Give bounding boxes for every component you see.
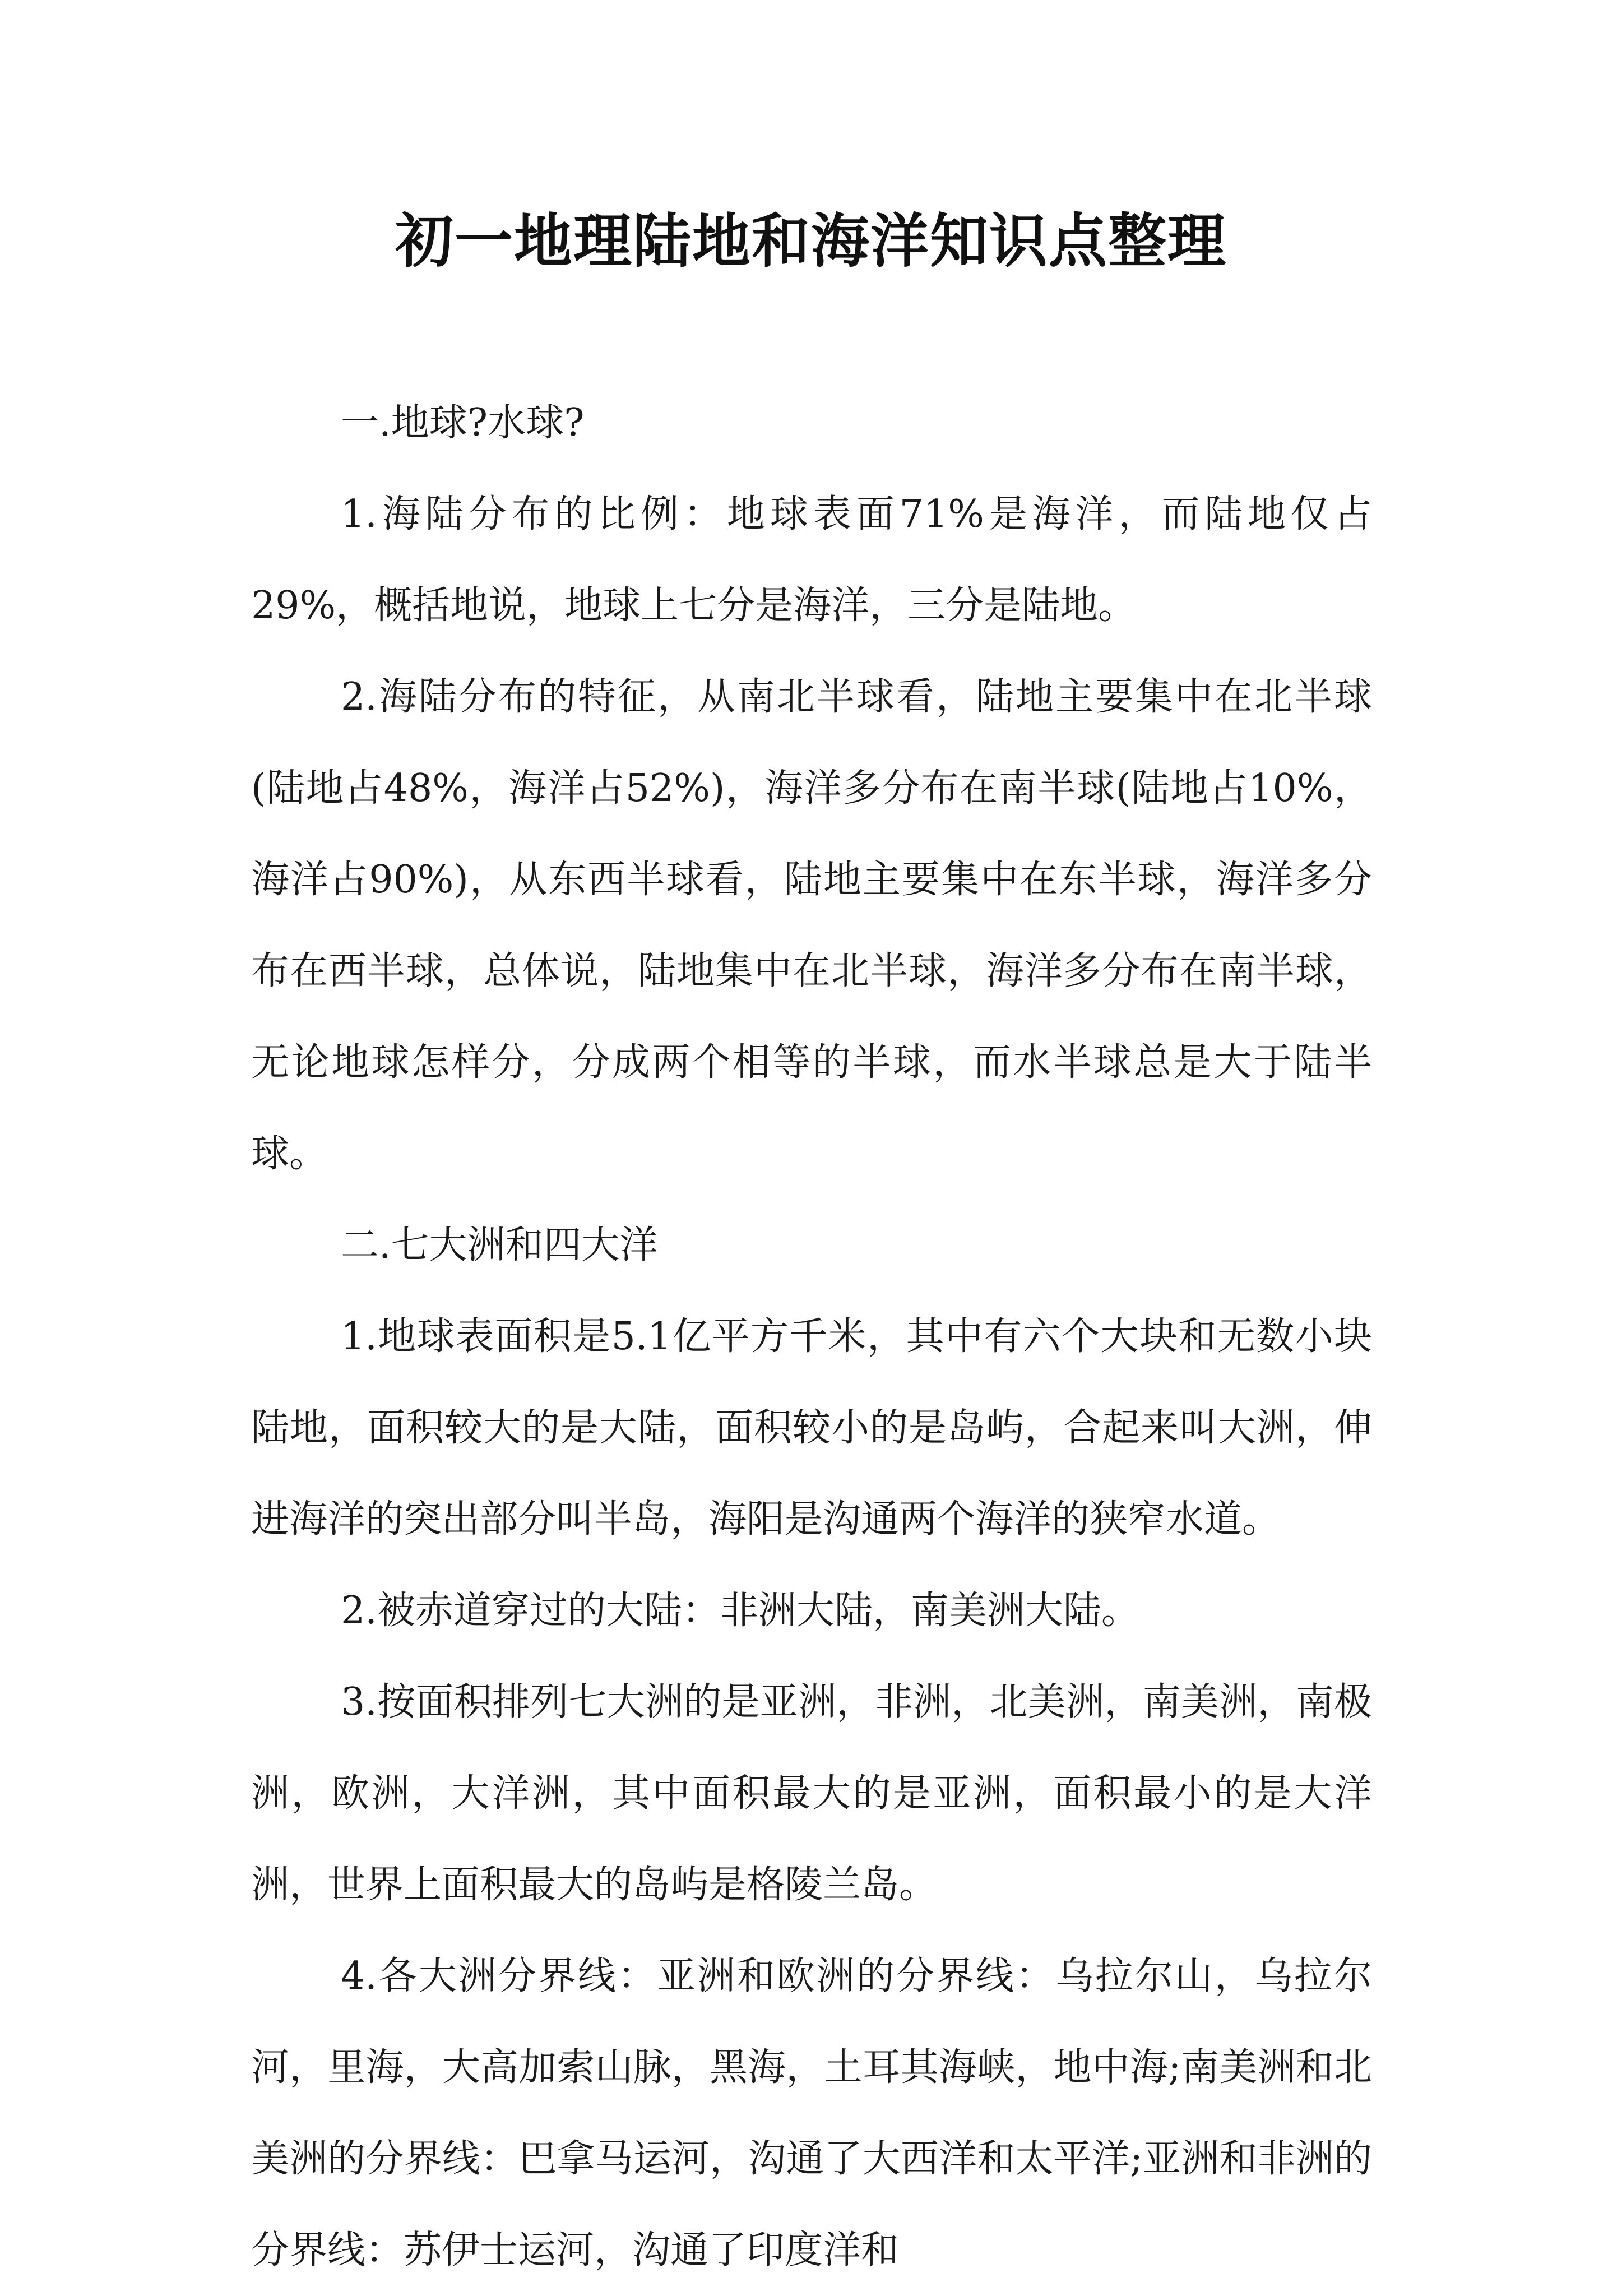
- paragraph-2-1: 1.地球表面积是5.1亿平方千米，其中有六个大块和无数小块陆地，面积较大的是大陆，面积较小的是岛屿，合起来叫大洲，伸进海洋的突出部分叫半岛，海阳是沟通两个海洋的狭窄水道。: [251, 1314, 1372, 1542]
- paragraph-1-1: 1.海陆分布的比例：地球表面71%是海洋，而陆地仅占29%，概括地说，地球上七分是海洋，三分是陆地。: [251, 492, 1372, 628]
- section-heading-2: 二.七大洲和四大洋: [341, 1223, 658, 1267]
- document-title: 初一地理陆地和海洋知识点整理: [395, 206, 1227, 275]
- document-body: [251, 377, 1372, 2296]
- paragraph-2-2: 2.被赤道穿过的大陆：非洲大陆，南美洲大陆。: [341, 1589, 1139, 1633]
- paragraph-1-2: 2.海陆分布的特征，从南北半球看，陆地主要集中在北半球(陆地占48%，海洋占52%)，海洋多分布在南半球(陆地占10%，海洋占90%)，从东西半球看，陆地主要集中在东半球，海洋多分布在西半球，总体说，陆地集中在北半球，海洋多分布在南半球，无论地球怎样分，分成两个相等的半球，而水半球总是大于陆半球。: [251, 675, 1372, 1176]
- paragraph-2-4: 4.各大洲分界线：亚洲和欧洲的分界线：乌拉尔山，乌拉尔河，里海，大高加索山脉，黑海，土耳其海峡，地中海;南美洲和北美洲的分界线：巴拿马运河，沟通了大西洋和太平洋;亚洲和非洲的分界线：苏伊士运河，沟通了印度洋和: [251, 1954, 1372, 2272]
- section-heading-1: 一.地球?水球?: [341, 401, 585, 445]
- paragraph-2-3: 3.按面积排列七大洲的是亚洲，非洲，北美洲，南美洲，南极洲，欧洲，大洋洲，其中面积最大的是亚洲，面积最小的是大洋洲，世界上面积最大的岛屿是格陵兰岛。: [251, 1680, 1372, 1907]
